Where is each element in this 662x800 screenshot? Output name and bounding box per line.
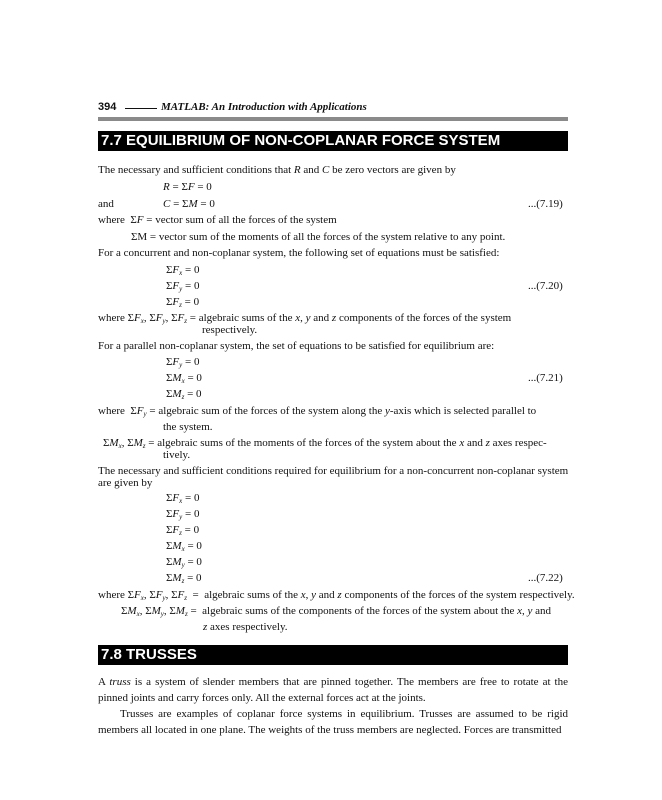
equation: $\Sigma F_x = 0$ bbox=[166, 492, 200, 505]
equation-number: ...(7.21) bbox=[528, 372, 563, 384]
equation: $\Sigma M_x = 0$ bbox=[166, 540, 202, 553]
equation: $\Sigma M_x = 0$ bbox=[166, 372, 202, 385]
equation: $\Sigma F_y = 0$ bbox=[166, 280, 200, 293]
equation: $\Sigma F_y = 0$ bbox=[166, 356, 200, 369]
equation: $\Sigma M_z = 0$ bbox=[166, 388, 202, 401]
body-text: For a concurrent and non-coplanar system, the following set of equations must be satisfied: bbox=[98, 247, 500, 259]
definition-text: ΣM = vector sum of the moments of all the forces of the system relative to any point. bbox=[131, 231, 506, 243]
running-header bbox=[98, 101, 568, 117]
definition-text: $\Sigma M_x$, $\Sigma M_y$, $\Sigma M_z$ = algebraic sums of the components of the forces of the system about the x, y and bbox=[121, 605, 552, 618]
equation: $\Sigma F_y = 0$ bbox=[166, 508, 200, 521]
definition-text: respectively. bbox=[202, 324, 258, 336]
definition-text: tively. bbox=[163, 449, 191, 461]
equation-number: ...(7.22) bbox=[528, 572, 563, 584]
equation-number: ...(7.20) bbox=[528, 280, 563, 292]
equation: R = ΣF = 0 bbox=[163, 181, 212, 193]
definition-text: where $\Sigma F_x$, $\Sigma F_y$, $\Sigma F_z$ = algebraic sums of the x, y and z components of the forces of the system respectively. bbox=[98, 589, 575, 602]
section-heading-7-7: 7.7 EQUILIBRIUM OF NON-COPLANAR FORCE SYSTEM bbox=[98, 131, 568, 151]
intro-text: The necessary and sufficient conditions that R and C be zero vectors are given by bbox=[98, 164, 456, 176]
equation: $\Sigma M_y = 0$ bbox=[166, 556, 202, 569]
running-title: MATLAB: An Introduction with Applications bbox=[161, 101, 367, 113]
body-text: The necessary and sufficient conditions required for equilibrium for a non-concurrent non-coplanar system bbox=[98, 465, 569, 477]
page-number: 394 bbox=[98, 101, 117, 113]
definition-text: the system. bbox=[163, 421, 213, 433]
paragraph: Trusses are examples of coplanar force systems in equilibrium. Trusses are assumed to be rigid members all located in one plane. The weights of the truss members are neglected. Forces are transmitted bbox=[98, 708, 568, 736]
and-text: and bbox=[98, 198, 114, 210]
header-dash bbox=[125, 108, 157, 109]
equation: $\Sigma F_z = 0$ bbox=[166, 296, 200, 309]
section-rule bbox=[98, 117, 568, 121]
body-text: For a parallel non-coplanar system, the set of equations to be satisfied for equilibrium are: bbox=[98, 340, 495, 352]
equation-number: ...(7.19) bbox=[528, 198, 563, 210]
equation: C = ΣM = 0 bbox=[163, 198, 215, 210]
body-text: are given by bbox=[98, 477, 153, 489]
definition-text: where $\Sigma F_x$, $\Sigma F_y$, $\Sigma F_z$ = algebraic sums of the x, y and z components of the forces of the system bbox=[98, 312, 512, 325]
paragraph: A truss is a system of slender members that are pinned together. The members are free to rotate at the pinned joints and carry forces only. All the external forces act at the joints. bbox=[98, 676, 568, 704]
section-heading-7-8: 7.8 TRUSSES bbox=[98, 645, 568, 665]
equation: $\Sigma M_z = 0$ bbox=[166, 572, 202, 585]
equation: $\Sigma F_z = 0$ bbox=[166, 524, 200, 537]
equation: $\Sigma F_x = 0$ bbox=[166, 264, 200, 277]
definition-text: z axes respectively. bbox=[203, 621, 288, 633]
definition-text: where $\Sigma F_y$ = algebraic sum of the forces of the system along the y-axis which is selected parallel to bbox=[98, 405, 537, 418]
definition-text: where ΣF = vector sum of all the forces of the system bbox=[98, 214, 337, 226]
definition-text: $\Sigma M_x$, $\Sigma M_z$ = algebraic sums of the moments of the forces of the system about the x and z axes respec- bbox=[103, 437, 547, 450]
